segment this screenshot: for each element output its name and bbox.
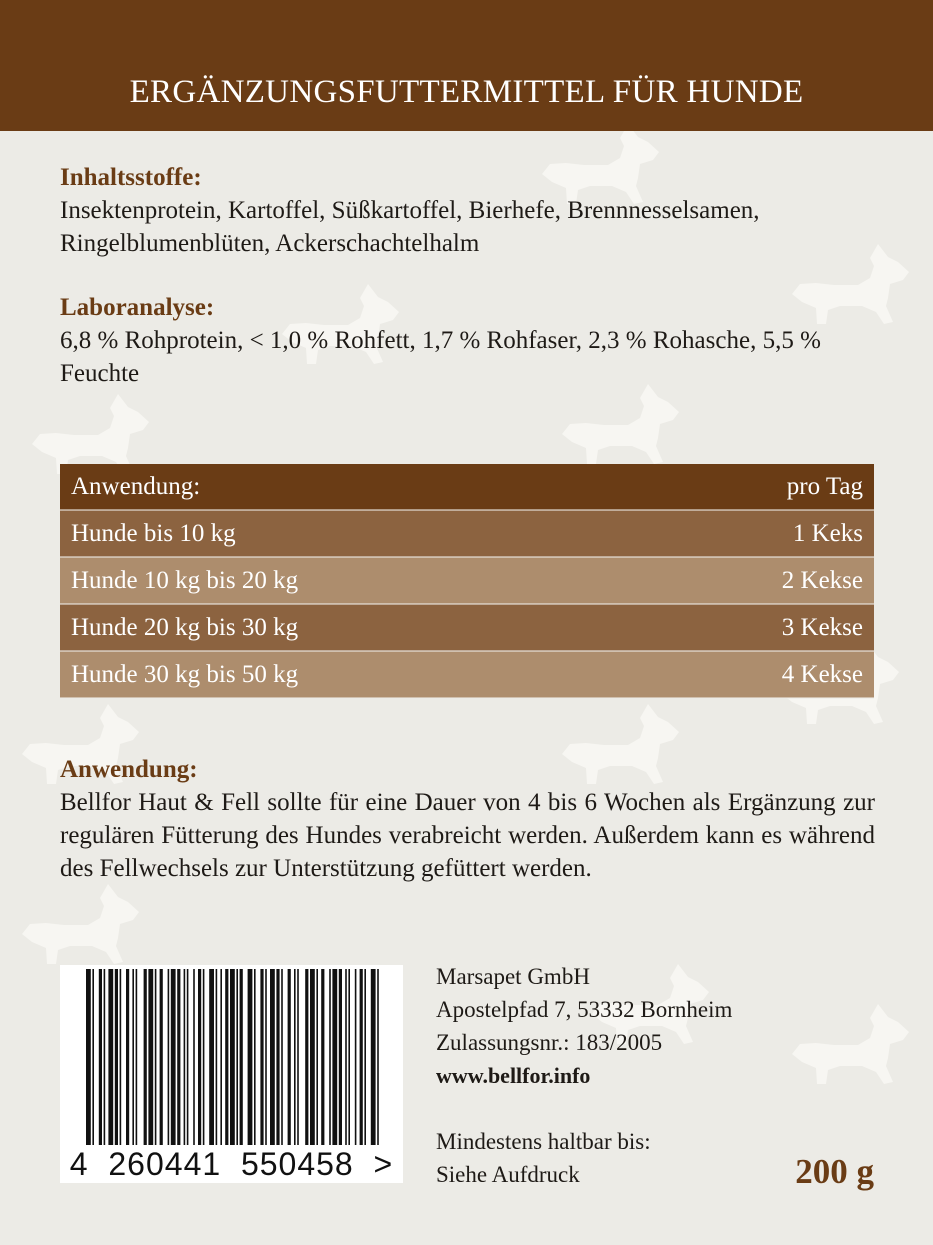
table-row (60, 557, 874, 604)
usage-heading: Anwendung: (60, 756, 198, 783)
dosage-amount: 3 Kekse (635, 604, 874, 651)
dosage-weight-label: Hunde 20 kg bis 30 kg (60, 604, 635, 651)
table-row (60, 651, 874, 698)
dosage-weight-label: Hunde bis 10 kg (60, 510, 635, 557)
dosage-amount: 2 Kekse (635, 557, 874, 604)
ingredients-section (60, 162, 875, 260)
best-before-label: Mindestens haltbar bis: (436, 1129, 651, 1154)
ingredients-heading: Inhaltsstoffe: (60, 164, 202, 191)
company-registration: Zulassungsnr.: 183/2005 (436, 1030, 663, 1055)
company-website-link[interactable]: www.bellfor.info (436, 1063, 591, 1088)
page-title: ERGÄNZUNGSFUTTERMITTEL FÜR HUNDE (129, 74, 804, 110)
dosage-weight-label: Hunde 30 kg bis 50 kg (60, 651, 635, 698)
table-row (60, 510, 874, 557)
barcode-digits: 4 260441 550458 > (69, 1146, 394, 1182)
best-before-value: Siehe Aufdruck (436, 1162, 580, 1187)
header-banner (0, 0, 933, 131)
dosage-table (60, 464, 874, 699)
net-weight: 200 g (795, 1152, 874, 1191)
dosage-header-label: Anwendung: (60, 464, 635, 510)
ingredients-text: Insektenprotein, Kartoffel, Süßkartoffel, Bierhefe, Brennnesselsamen, Ringelblumenblüten, Ackerschachtelhalm (60, 197, 760, 257)
barcode-bars (60, 965, 403, 1145)
dosage-amount: 4 Kekse (635, 651, 874, 698)
table-row (60, 604, 874, 651)
dosage-header-unit: pro Tag (635, 464, 874, 510)
analysis-text: 6,8 % Rohprotein, < 1,0 % Rohfett, 1,7 % Rohfaser, 2,3 % Rohasche, 5,5 % Feuchte (60, 327, 821, 387)
barcode (60, 965, 403, 1183)
analysis-heading: Laboranalyse: (60, 294, 215, 321)
company-info (436, 960, 776, 1092)
company-name: Marsapet GmbH (436, 964, 590, 989)
dosage-table-header (60, 464, 874, 510)
company-address: Apostelpfad 7, 53332 Bornheim (436, 997, 733, 1022)
best-before (436, 1125, 766, 1191)
usage-text: Bellfor Haut & Fell sollte für eine Dauer von 4 bis 6 Wochen als Ergänzung zur regulären Fütterung des Hundes verabreicht werden. Außerdem kann es während des Fellwechsels zur Unterstützung gefüttert werden. (60, 789, 875, 882)
usage-section (60, 754, 875, 885)
analysis-section (60, 292, 875, 390)
dosage-weight-label: Hunde 10 kg bis 20 kg (60, 557, 635, 604)
dosage-amount: 1 Keks (635, 510, 874, 557)
